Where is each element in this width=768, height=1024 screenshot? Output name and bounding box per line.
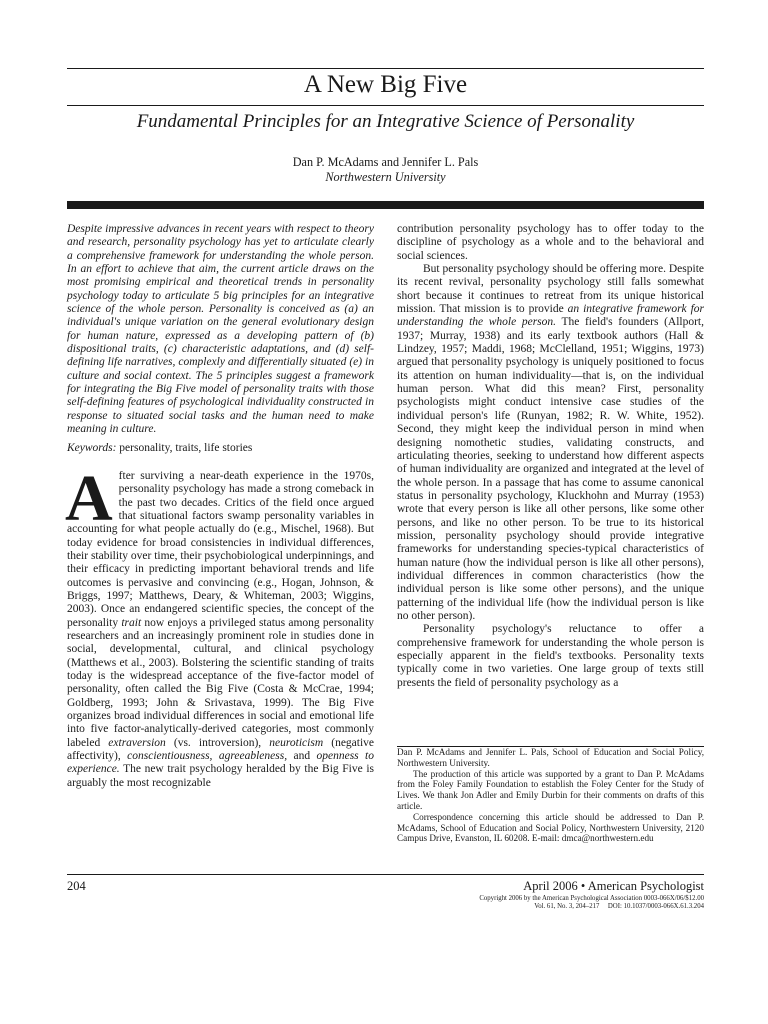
keywords-text: personality, traits, life stories [119, 441, 253, 454]
journal-info: April 2006 • American Psychologist [523, 879, 704, 893]
article-title: A New Big Five [303, 71, 468, 98]
footnote-funding: The production of this article was supported by a grant to Dan P. McAdams from the Foley Family Foundation to establish the Foley Center for the Study of Lives. We thank Jon Adler and Emily Durbin for their comments on drafts of this article. [397, 768, 704, 811]
keywords [67, 442, 374, 455]
body-paragraph: But personality psychology should be offering more. Despite its recent revival, personality psychology still falls somewhat short because it continues to retreat from its unique historical mission. That mission is to provide an integrative framework for understanding the whole person. The field's founders (Allport, 1937; Murray, 1938) and its early textbook authors (Hall & Lindzey, 1957; Maddi, 1968; McClelland, 1951; Wiggins, 1973) argued that personality psychology is uniquely positioned to focus its attention on human individuality—that is, on the individual human person. What did this mean? First, personality psychologists might conduct intensive case studies of the individual person's life (Runyan, 1982; R. W. White, 1952). Second, they might keep the individual person in mind when designing nomothetic studies, validating constructs, and articulating theories, seeking to understand how different aspects of human individuality are organized and integrated at the level of the whole person. In a passage that has come to assume canonical status in personality psychology, Kluckhohn and Murray (1953) wrote that every person is like all other persons, like some other persons, and like no other person. To be true to its historical mission, personality psychology should provide integrative frameworks for understanding species-typical characteristics of human nature (how the individual person is like all other persons), individual differences in common characteristics (how the individual person is like some other persons), and the unique patterning of the individual life (how the individual person is like no other person). [397, 263, 704, 622]
page-number: 204 [67, 879, 86, 893]
footnotes [397, 747, 704, 844]
intro-paragraph: After surviving a near-death experience in the 1970s, personality psychology has made a strong comeback in the past two decades. Critics of the field once argued that situational factors swamp personality variables in accounting for what people actually do (e.g., Mischel, 1968). But today evidence for broad consistencies in individual differences, their stability over time, their psychobiological underpinnings, and their efficacy in predicting important behavioral trends and life outcomes is pervasive and convincing (e.g., Hogan, Johnson, & Briggs, 1997; Matthews, Deary, & Whiteman, 2003; Wiggins, 2003). Once an endangered scientific species, the concept of the personality trait now enjoys a privileged status among personality researchers and an increasingly prominent role in studies done in social, developmental, cultural, and clinical psychology (Matthews et al., 2003). Bolstering the scientific standing of traits today is the widespread acceptance of the five-factor model of personality, often called the Big Five (Costa & McCrae, 1994; Goldberg, 1993; John & Srivastava, 1999). The Big Five organizes broad individual differences in social and emotional life into five factor-analytically-derived categories, most commonly labeled extraversion (vs. introversion), neuroticism (negative affectivity), conscientiousness, agreeableness, and openness to experience. The new trait psychology heralded by the Big Five is arguably the most recognizable [65, 461, 375, 789]
copyright-info [397, 895, 704, 910]
right-column [397, 223, 704, 690]
footer-rule [67, 874, 704, 875]
header-thick-rule [67, 201, 704, 209]
footnote-correspondence: Correspondence concerning this article should be addressed to Dan P. McAdams, School of Education and Social Policy, Northwestern University, 2120 Campus Drive, Evanston, IL 60208. E-mail: dmca@northwestern.edu [397, 811, 704, 844]
footnote-affiliation: Dan P. McAdams and Jennifer L. Pals, School of Education and Social Policy, Northwestern University. [397, 747, 704, 768]
doi-line: Vol. 61, No. 3, 204–217 DOI: 10.1037/0003-066X.61.3.204 [534, 902, 704, 910]
article-subtitle: Fundamental Principles for an Integrative Science of Personality [136, 111, 635, 132]
affiliation: Northwestern University [325, 170, 446, 184]
drop-cap: A [65, 461, 113, 535]
abstract: Despite impressive advances in recent years with respect to theory and research, personality psychology has yet to articulate clearly a comprehensive framework for understanding the whole person. In an effort to achieve that aim, the current article draws on the most promising empirical and theoretical trends in personality psychology today to articulate 5 big principles for an integrative science of the whole person. Personality is conceived as (a) an individual's unique variation on the general evolutionary design for human nature, expressed as a developing pattern of (b) dispositional traits, (c) characteristic adaptations, and (d) self-defining life narratives, complexly and differentially situated (e) in culture and social context. The 5 principles suggest a framework for integrating the Big Five model of personality traits with those self-defining features of psychological individuality constructed in response to situated social tasks and the human need to make meaning in culture. [67, 223, 374, 436]
body-paragraph: Personality psychology's reluctance to offer a comprehensive framework for understanding the whole person is especially apparent in the field's textbooks. Personality texts typically come in two varieties. One large group of texts still presents the field of personality psychology as a [397, 623, 704, 689]
keywords-label: Keywords: [67, 441, 117, 454]
title-rule [67, 105, 704, 106]
left-column [67, 223, 374, 790]
body-paragraph: contribution personality psychology has to offer today to the discipline of psychology as a whole and to the behavioral and social sciences. [397, 223, 704, 262]
top-rule [67, 68, 704, 69]
copyright-line: Copyright 2006 by the American Psychological Association 0003-066X/06/$12.00 [479, 895, 704, 902]
authors: Dan P. McAdams and Jennifer L. Pals [292, 155, 479, 169]
